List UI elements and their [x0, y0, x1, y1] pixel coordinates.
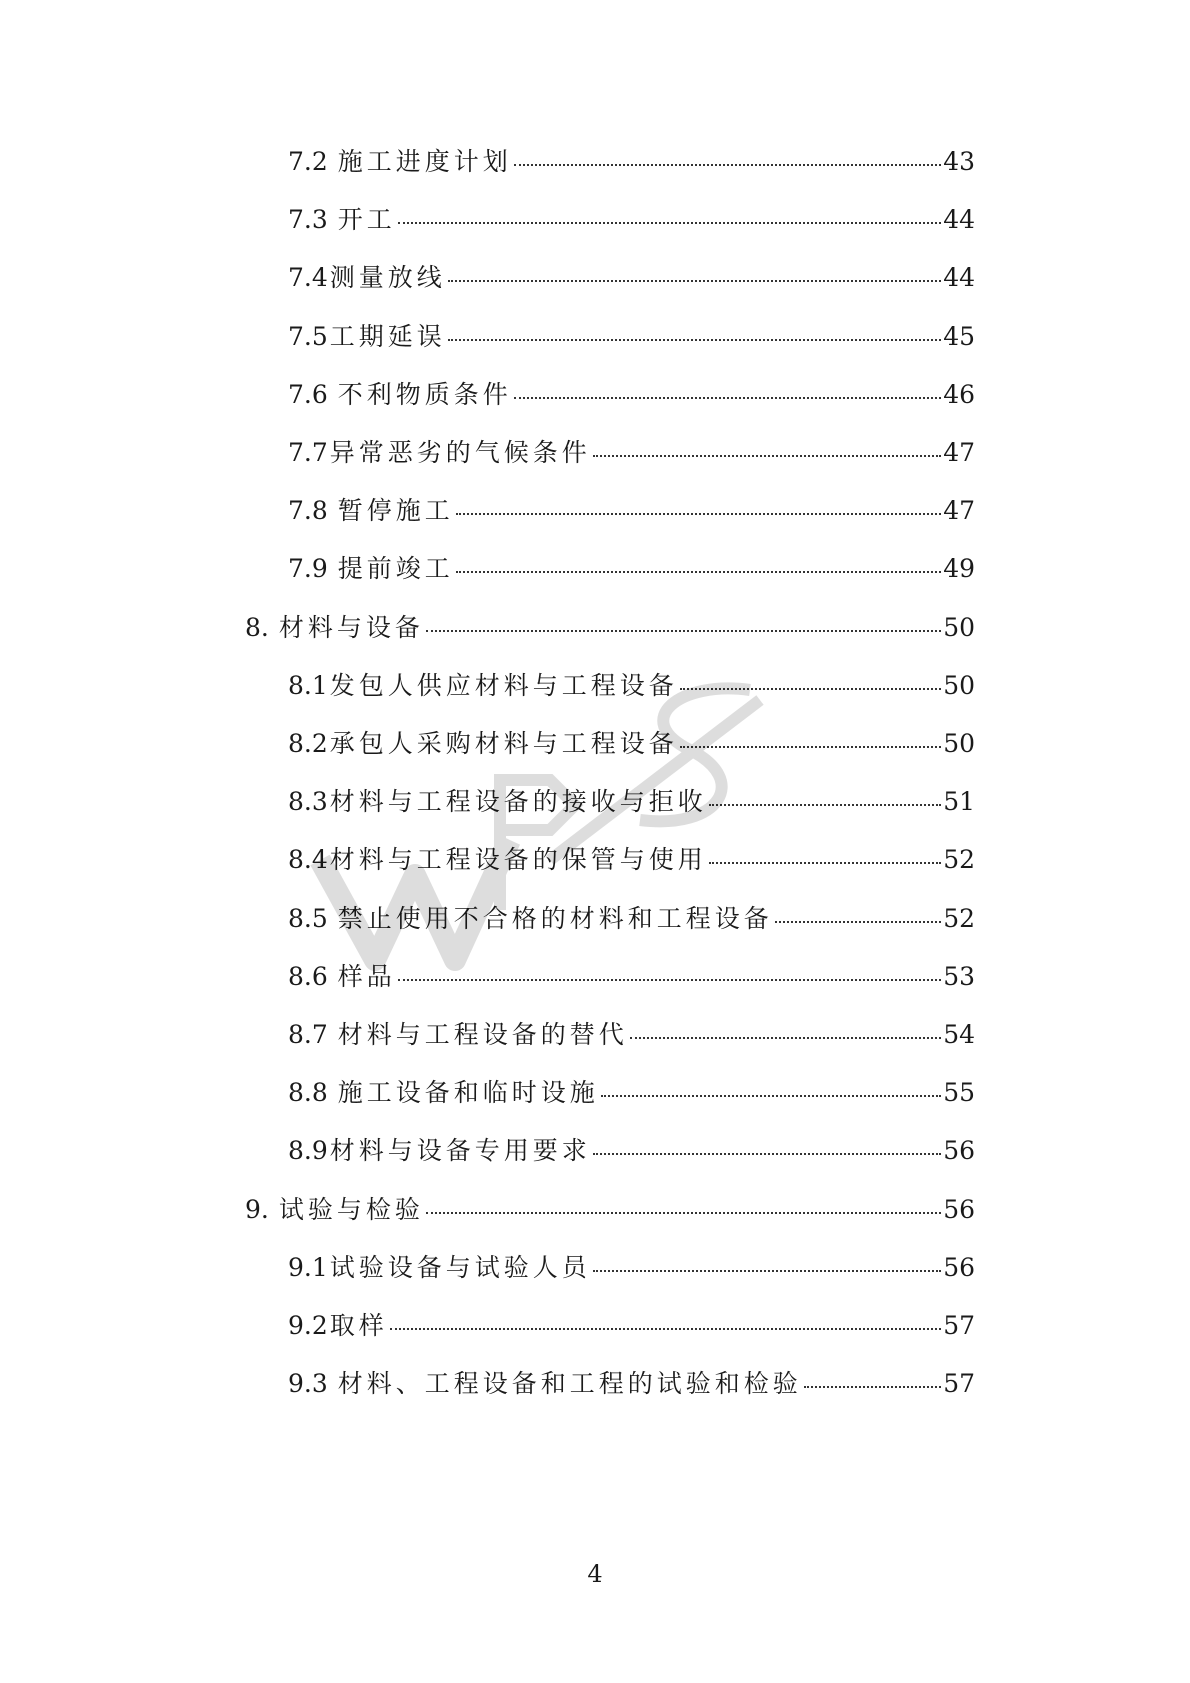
toc-entry[interactable]: [288, 491, 975, 531]
toc-entry[interactable]: [288, 1015, 975, 1055]
toc-entry-title: 承包人采购材料与工程设备: [329, 729, 678, 758]
toc-entry-title: 材料与设备: [278, 613, 424, 642]
toc-entry-page: 56: [943, 1195, 975, 1224]
toc-entry-title: 材料与工程设备的接收与拒收: [329, 787, 707, 816]
toc-dot-leader: [680, 688, 941, 690]
toc-entry-title: 材料与设备专用要求: [329, 1136, 591, 1165]
toc-entry-page: 44: [943, 263, 975, 292]
toc-entry-page: 47: [943, 438, 975, 467]
toc-entry-number: 7.8: [288, 496, 328, 525]
toc-entry[interactable]: [288, 840, 975, 880]
toc-entry-title: 试验与检验: [278, 1195, 424, 1224]
toc-entry[interactable]: [288, 433, 975, 473]
toc-dot-leader: [804, 1386, 941, 1388]
toc-entry[interactable]: [288, 258, 975, 298]
toc-entry-number: 9.3: [288, 1369, 328, 1398]
toc-entry-title: 工期延误: [329, 322, 446, 351]
toc-entry-page: 50: [943, 671, 975, 700]
toc-dot-leader: [709, 862, 941, 864]
toc-entry-title: 材料、工程设备和工程的试验和检验: [337, 1369, 802, 1398]
toc-entry-number: 7.3: [288, 205, 328, 234]
toc-entry-number: 7.6: [288, 380, 328, 409]
toc-entry-page: 55: [943, 1078, 975, 1107]
toc-entry-title: 禁止使用不合格的材料和工程设备: [337, 904, 773, 933]
toc-dot-leader: [514, 397, 941, 399]
toc-entry[interactable]: [288, 142, 975, 182]
toc-entry-page: 50: [943, 729, 975, 758]
toc-dot-leader: [775, 921, 941, 923]
toc-entry-title: 样品: [337, 962, 396, 991]
toc-entry[interactable]: [288, 957, 975, 997]
toc-entry[interactable]: [288, 782, 975, 822]
toc-dot-leader: [630, 1037, 941, 1039]
toc-entry-number: 8.8: [288, 1078, 328, 1107]
toc-entry-number: 8.1: [288, 671, 328, 700]
toc-entry[interactable]: [288, 724, 975, 764]
toc-dot-leader: [426, 1212, 941, 1214]
toc-entry[interactable]: [288, 375, 975, 415]
toc-dot-leader: [514, 164, 941, 166]
toc-entry-title: 提前竣工: [337, 554, 454, 583]
toc-entry-page: 52: [943, 904, 975, 933]
toc-entry[interactable]: [245, 608, 975, 648]
toc-entry-page: 47: [943, 496, 975, 525]
toc-dot-leader: [593, 1270, 941, 1272]
toc-entry-title: 异常恶劣的气候条件: [329, 438, 591, 467]
toc-entry-number: 9.2: [288, 1311, 328, 1340]
toc-entry-number: 8.: [245, 613, 269, 642]
page-number: 4: [587, 1560, 603, 1588]
toc-dot-leader: [448, 280, 941, 282]
toc-entry-number: 8.2: [288, 729, 328, 758]
toc-entry-number: 9.: [245, 1195, 269, 1224]
toc-entry[interactable]: [288, 1073, 975, 1113]
toc-entry-number: 8.4: [288, 845, 328, 874]
toc-entry-page: 51: [943, 787, 975, 816]
toc-entry[interactable]: [288, 1248, 975, 1288]
toc-entry[interactable]: [288, 317, 975, 357]
toc-entry-page: 53: [943, 962, 975, 991]
toc-entry[interactable]: [288, 1364, 975, 1404]
toc-entry-number: 7.9: [288, 554, 328, 583]
toc-entry-page: 52: [943, 845, 975, 874]
toc-dot-leader: [398, 979, 941, 981]
toc-entry-number: 7.2: [288, 147, 328, 176]
toc-entry-number: 8.6: [288, 962, 328, 991]
toc-entry-number: 9.1: [288, 1253, 328, 1282]
toc-dot-leader: [398, 222, 941, 224]
toc-dot-leader: [426, 630, 941, 632]
toc-entry-page: 57: [943, 1369, 975, 1398]
toc-dot-leader: [593, 1153, 941, 1155]
toc-entry-title: 施工设备和临时设施: [337, 1078, 599, 1107]
toc-entry-page: 43: [943, 147, 975, 176]
toc-dot-leader: [456, 571, 941, 573]
toc-entry-number: 8.9: [288, 1136, 328, 1165]
toc-entry-title: 材料与工程设备的保管与使用: [329, 845, 707, 874]
toc-entry-page: 54: [943, 1020, 975, 1049]
toc-entry[interactable]: [288, 666, 975, 706]
toc-entry[interactable]: [288, 200, 975, 240]
toc-entry-title: 取样: [329, 1311, 388, 1340]
toc-entry[interactable]: [288, 549, 975, 589]
toc-entry-page: 49: [943, 554, 975, 583]
toc-entry[interactable]: [288, 1131, 975, 1171]
toc-entry-number: 7.5: [288, 322, 328, 351]
toc-entry-page: 50: [943, 613, 975, 642]
toc-entry-title: 测量放线: [329, 263, 446, 292]
toc-entry-number: 8.7: [288, 1020, 328, 1049]
toc-entry-number: 8.3: [288, 787, 328, 816]
toc-entry-title: 施工进度计划: [337, 147, 512, 176]
toc-entry-page: 45: [943, 322, 975, 351]
toc-entry-page: 57: [943, 1311, 975, 1340]
toc-dot-leader: [390, 1328, 941, 1330]
toc-dot-leader: [448, 339, 941, 341]
toc-entry[interactable]: [288, 1306, 975, 1346]
toc-dot-leader: [456, 513, 941, 515]
toc-entry-title: 发包人供应材料与工程设备: [329, 671, 678, 700]
toc-dot-leader: [601, 1095, 941, 1097]
toc-entry-page: 56: [943, 1136, 975, 1165]
toc-entry-title: 材料与工程设备的替代: [337, 1020, 628, 1049]
toc-entry-title: 不利物质条件: [337, 380, 512, 409]
toc-entry-page: 44: [943, 205, 975, 234]
toc-entry-title: 试验设备与试验人员: [329, 1253, 591, 1282]
toc-entry-number: 7.4: [288, 263, 328, 292]
toc-entry-number: 8.5: [288, 904, 328, 933]
toc-entry-number: 7.7: [288, 438, 328, 467]
toc-entry-page: 56: [943, 1253, 975, 1282]
toc-dot-leader: [680, 746, 941, 748]
toc-entry-page: 46: [943, 380, 975, 409]
toc-entry[interactable]: [245, 1190, 975, 1230]
toc-entry-title: 暂停施工: [337, 496, 454, 525]
toc-entry[interactable]: [288, 899, 975, 939]
toc-dot-leader: [709, 804, 941, 806]
toc-entry-title: 开工: [337, 205, 396, 234]
toc-dot-leader: [593, 455, 941, 457]
